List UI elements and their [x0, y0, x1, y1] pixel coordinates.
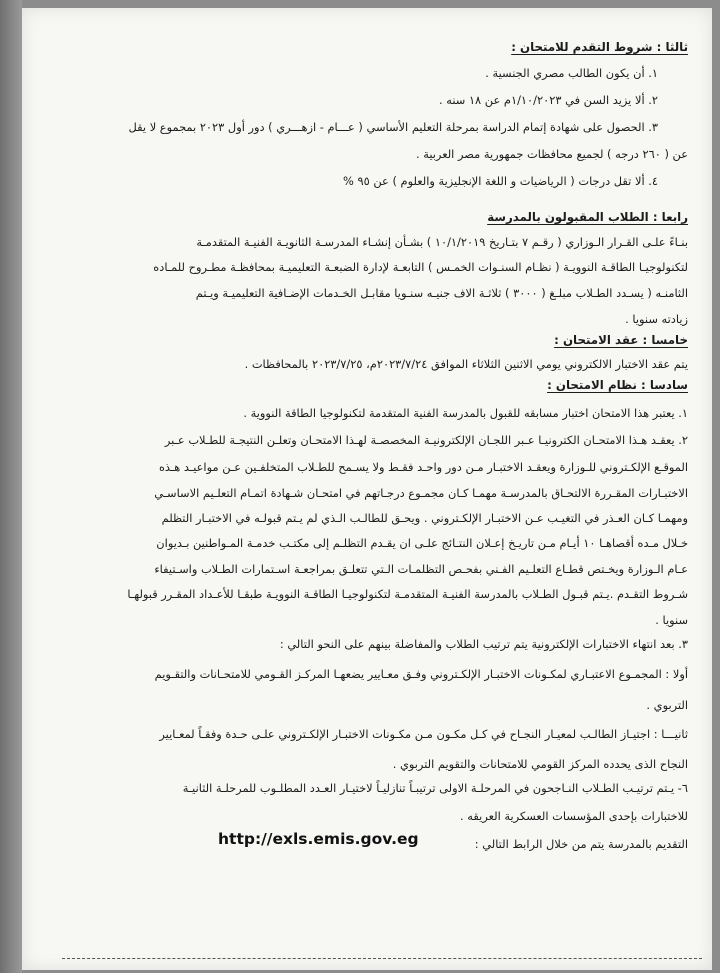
system-point-2-line-7: شـروط التقـدم .يـتم قبـول الطـلاب بالمدرسة الفنيـة المتقدمـة لتكنولوجيـا الطاقـة النوويـة طبقـا للأعـداد المقـرر قبولهـا	[127, 587, 688, 601]
system-point-2-line-2: الموقـع الإلكـتروني للـوزارة ويعقـد الاختبـار مـن دور واحـد فقـط ولا يسـمح للطـلاب المتخلفـين عـن مواعيـد هـذه	[158, 460, 688, 474]
system-point-2-line-4: ومهمـا كـان العـذر في التغيـب عـن الاختبـار الإلكـتروني . ويحـق للطالـب الـذي لم يـتم قبولـه في الاختبـار التظلم	[161, 511, 688, 525]
system-point-1: ١. يعتبر هذا الامتحان اختبار مسابقه للقبول بالمدرسة الفنية المتقدمة لتكنولوجيا الطاقة النووية .	[243, 406, 688, 420]
apply-instruction: التقديم بالمدرسة يتم من خلال الرابط التالي :	[474, 837, 688, 851]
section-6-heading: سادسا : نظام الامتحان :	[547, 378, 688, 392]
criterion-second-line-2: النجاح الذى يحدده المركز القومي للامتحانات والتقويم التربوي .	[392, 757, 688, 771]
criterion-first-line-1: أولا : المجمـوع الاعتبـاري لمكـونات الاختبـار الإلكـتروني وفـق معـايير يضعهـا المركـز القـومي للامتحـانات والتقـويم	[154, 667, 688, 681]
condition-3-line-2: عن ( ٢٦٠ درجه ) لجميع محافظات جمهورية مصر العربية .	[415, 147, 688, 161]
criterion-second-line-1: ثانيـــا : اجتيـاز الطالـب لمعيـار النجـاح في كـل مكـون مـن مكـونات الاختبـار الإلكـتروني علـى حـدة وفقـاً لمعـايير	[159, 727, 688, 741]
scan-shadow	[0, 0, 22, 973]
criterion-first-line-2: التربوي .	[646, 698, 688, 712]
system-point-2-line-5: خـلال مـده أقصاهـا ١٠ أيـام مـن تاريـخ إعـلان النتـائج علـى ان يقـدم التظلـم إلى مكتـب خدمـة المـواطنين بـديوان	[156, 536, 688, 550]
registration-url-link[interactable]: http://exls.emis.gov.eg	[218, 830, 419, 848]
system-point-6-line-1: ٦- يـتم ترتيـب الطـلاب النـاجحون في المرحلـة الاولى ترتيبـاً تنازليـاً لاختيـار العـدد المطلـوب للمرحلـة الثانيـة	[182, 781, 688, 795]
system-point-3: ٣. بعد انتهاء الاختبارات الإلكترونية يتم ترتيب الطلاب والمفاضلة بينهم على النحو التالي :	[279, 637, 688, 651]
system-point-2-line-8: سنويا .	[655, 613, 688, 627]
system-point-6-line-2: للاختبارات بإحدى المؤسسات العسكرية العريقه .	[460, 809, 688, 823]
section-4-line-2: لتكنولوجيـا الطاقـة النوويـة ( نظـام السنـوات الخمـس ) التابعـة لإدارة الضبعـة التعليميـة بمحافظـة مطـروح للمـاده	[153, 260, 688, 274]
condition-4: ٤. ألا تقل درجات ( الرياضيات و اللغة الإنجليزية والعلوم ) عن ٩٥ %	[343, 174, 658, 188]
system-point-2-line-6: عـام الـوزارة ويخـتص قطـاع التعلـيم الفـني بفحـص التظلمـات الـتي تتعلـق بمراجعـة اسـتمارات الطـلاب واسـتيفاء	[154, 562, 688, 576]
section-4-heading: رابعا : الطلاب المقبولون بالمدرسة	[487, 210, 688, 224]
section-3-heading: ثالثا : شروط التقدم للامتحان :	[511, 40, 688, 54]
section-4-line-1: بنـاءً علـى القـرار الـوزاري ( رقـم ٧ بتـاريخ ١٠/١/٢٠١٩ ) بشـأن إنشـاء المدرسـة الثانويـة الفنيـة المتقدمـة	[196, 235, 688, 249]
section-4-line-3: الثامنـه ( يسـدد الطـلاب مبلـغ ( ٣٠٠٠ ) ثلاثـة الاف جنيـه سنـويا مقابـل الخـدمات الإضـافية التعليميـة ويـتم	[195, 286, 688, 300]
section-5-heading: خامسا : عقد الامتحان :	[554, 333, 688, 347]
condition-1: ١. أن يكون الطالب مصري الجنسية .	[485, 66, 658, 80]
page-bottom-edge	[62, 958, 702, 960]
section-4-line-4: زيادته سنويا .	[625, 312, 688, 326]
system-point-2-line-3: الاختبـارات المقـررة الالتحـاق بالمدرسـة مهمـا كـان مجمـوع درجـاتهم في امتحـان شـهادة اتمـام التعلـيم الاساسـي	[154, 486, 688, 500]
condition-3-line-1: ٣. الحصول على شهادة إتمام الدراسة بمرحلة التعليم الأساسي ( عـــام - ازهـــري ) دور أول ٢٠٢٣ بمجموع لا يقل	[128, 120, 658, 134]
exam-dates: يتم عقد الاختبار الالكتروني يومي الاثنين الثلاثاء الموافق ٢٠٢٣/٧/٢٤م، ٢٠٢٣/٧/٢٥ بالمحافظات .	[244, 357, 688, 371]
condition-2: ٢. ألا يزيد السن في ١/١٠/٢٠٢٣م عن ١٨ سنه .	[438, 93, 658, 107]
system-point-2-line-1: ٢. يعقـد هـذا الامتحـان الكترونيـا عـبر اللجـان الإلكترونيـة المخصصـة لهـذا الامتحـان وتعلـن النتيجـة للطـلاب عـبر	[164, 433, 688, 447]
